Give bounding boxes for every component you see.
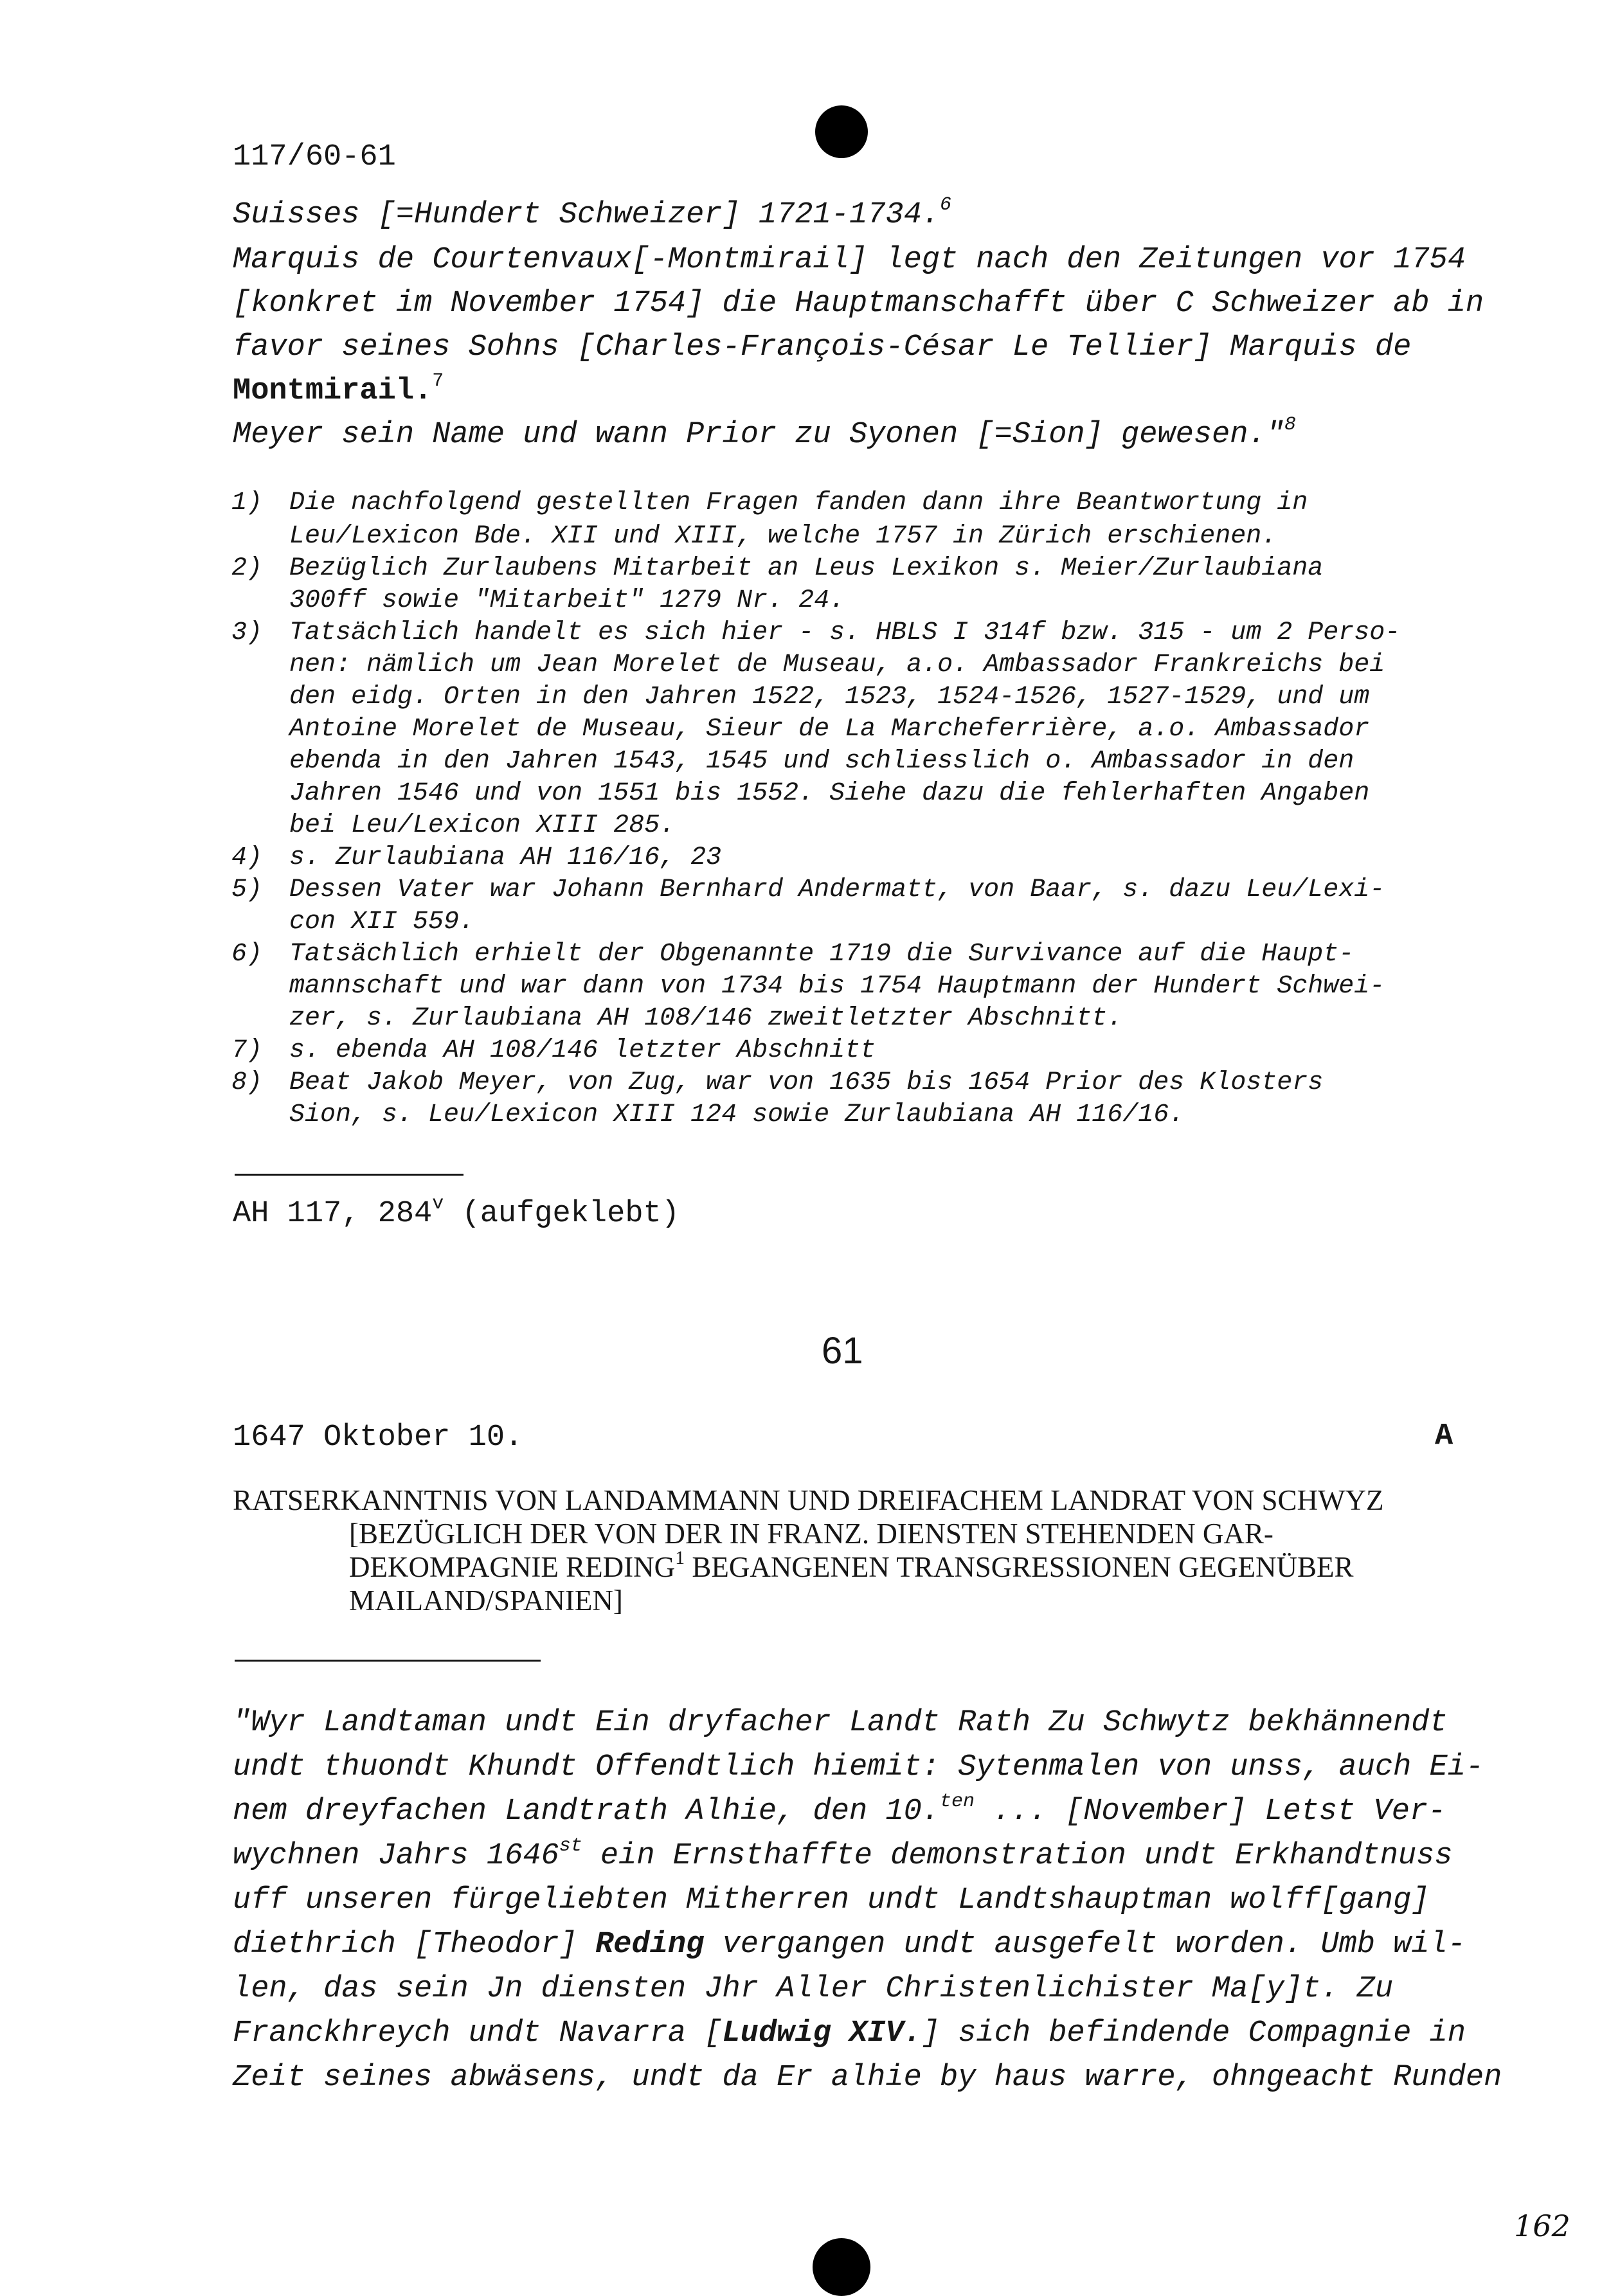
page-reference: 117/60-61: [233, 140, 396, 174]
footnote-3-line-6: Jahren 1546 und von 1551 bis 1552. Siehe dazu die fehlerhaften Angaben: [289, 779, 1370, 808]
footnote-ref-8: 8: [1284, 414, 1296, 436]
footnote-5-line-2: con XII 559.: [289, 908, 475, 937]
source-reference: AH 117, 284$^v$ (aufgeklebt): [233, 1193, 680, 1231]
footnote-8-line-2: Sion, s. Leu/Lexicon XIII 124 sowie Zurlaubiana AH 116/16.: [289, 1100, 1185, 1129]
footnote-6-line-2: mannschaft und war dann von 1734 bis 1754 Hauptmann der Hundert Schwei-: [289, 972, 1385, 1001]
body-line-2: undt thuondt Khundt Offendtlich hiemit: Sytenmalen von unss, auch Ei-: [233, 1750, 1484, 1784]
footnote-4-number: 4): [231, 843, 263, 872]
footnote-3-line-2: nen: nämlich um Jean Morelet de Museau, a.o. Ambassador Frankreichs bei: [289, 650, 1385, 679]
document-date: 1647 Oktober 10.: [233, 1421, 523, 1455]
body-line-6: diethrich [Theodor] Reding vergangen undt ausgefelt worden. Umb wil-: [233, 1928, 1466, 1962]
footnote-5-line-1: Dessen Vater war Johann Bernhard Andermatt, von Baar, s. dazu Leu/Lexi-: [289, 875, 1385, 904]
body-line-4: wychnen Jahrs 1646st ein Ernsthaffte demonstration undt Erkhandtnuss: [233, 1835, 1453, 1873]
body-line-3: nem dreyfachen Landtrath Alhie, den 10.$^{ten}$ ... [November] Letst Ver-: [233, 1791, 1446, 1829]
footnote-3-line-5: ebenda in den Jahren 1543, 1545 und schliesslich o. Ambassador in den: [289, 747, 1354, 776]
footnote-3-line-7: bei Leu/Lexicon XIII 285.: [289, 811, 676, 840]
top-text-line-2: Marquis de Courtenvaux[-Montmirail] legt nach den Zeitungen vor 1754: [233, 243, 1466, 277]
footnote-6-line-1: Tatsächlich erhielt der Obgenannte 1719 die Survivance auf die Haupt-: [289, 940, 1354, 969]
footnote-2-number: 2): [231, 554, 263, 583]
footnote-3-line-1: Tatsächlich handelt es sich hier - s. HBLS I 314f bzw. 315 - um 2 Perso-: [289, 618, 1401, 647]
top-text-line-5: Montmirail.$^7$: [233, 370, 444, 408]
top-text-line-3: [konkret im November 1754] die Hauptmanschafft über C Schweizer ab in: [233, 287, 1484, 321]
document-number: 61: [822, 1330, 863, 1372]
separator-rule-2: [235, 1660, 541, 1662]
footnote-1-number: 1): [231, 489, 263, 517]
title-line-4: MAILAND/SPANIEN]: [349, 1584, 623, 1617]
punch-hole-top: [815, 105, 868, 158]
footnote-8-number: 8): [231, 1068, 263, 1097]
top-text-line-1: Suisses [=Hundert Schweizer] 1721-1734.$^6$: [233, 194, 951, 232]
footnote-ref-7: 7: [432, 370, 444, 392]
footnote-3-line-3: den eidg. Orten in den Jahren 1522, 1523, 1524-1526, 1527-1529, und um: [289, 683, 1370, 712]
handwritten-page-number: 162: [1514, 2209, 1571, 2243]
footnote-7-line-1: s. ebenda AH 108/146 letzter Abschnitt: [289, 1036, 876, 1065]
footnote-1-line-2: Leu/Lexicon Bde. XII und XIII, welche 1757 in Zürich erschienen.: [289, 522, 1277, 551]
body-line-8: Franckhreych undt Navarra [Ludwig XIV.] sich befindende Compagnie in: [233, 2016, 1466, 2050]
separator-rule-1: [235, 1174, 464, 1176]
footnote-2-line-2: 300ff sowie "Mitarbeit" 1279 Nr. 24.: [289, 586, 845, 615]
footnote-8-line-1: Beat Jakob Meyer, von Zug, war von 1635 bis 1654 Prior des Klosters: [289, 1068, 1324, 1097]
title-line-2: [BEZÜGLICH DER VON DER IN FRANZ. DIENSTEN STEHENDEN GAR-: [349, 1518, 1274, 1550]
footnote-7-number: 7): [231, 1036, 263, 1065]
footnote-ref-6: 6: [939, 194, 951, 216]
punch-hole-bottom: [813, 2238, 870, 2296]
footnote-3-number: 3): [231, 618, 263, 647]
top-text-line-4: favor seines Sohns [Charles-François-César Le Tellier] Marquis de: [233, 330, 1412, 364]
document-type: A: [1435, 1419, 1454, 1453]
body-line-1: "Wyr Landtaman undt Ein dryfacher Landt Rath Zu Schwytz bekhännendt: [233, 1706, 1448, 1740]
body-line-7: len, das sein Jn diensten Jhr Aller Christenlichister Ma[y]t. Zu: [233, 1972, 1394, 2006]
top-text-line-6: Meyer sein Name und wann Prior zu Syonen [=Sion] gewesen."$^8$: [233, 414, 1296, 452]
title-line-3: DEKOMPAGNIE REDING$^1$ BEGANGENEN TRANSGRESSIONEN GEGENÜBER: [349, 1547, 1354, 1583]
footnote-4-line-1: s. Zurlaubiana AH 116/16, 23: [289, 843, 722, 872]
footnote-6-line-3: zer, s. Zurlaubiana AH 108/146 zweitletzter Abschnitt.: [289, 1004, 1123, 1033]
body-line-9: Zeit seines abwäsens, undt da Er alhie by haus warre, ohngeacht Runden: [233, 2061, 1502, 2095]
footnote-6-number: 6): [231, 940, 263, 969]
body-line-5: uff unseren fürgeliebten Mitherren undt Landtshauptman wolff[gang]: [233, 1883, 1430, 1917]
footnote-3-line-4: Antoine Morelet de Museau, Sieur de La Marcheferrière, a.o. Ambassador: [289, 715, 1370, 744]
footnote-5-number: 5): [231, 875, 263, 904]
title-footnote-ref-1: 1: [675, 1547, 685, 1568]
title-line-1: RATSERKANNTNIS VON LANDAMMANN UND DREIFACHEM LANDRAT VON SCHWYZ: [233, 1484, 1384, 1516]
footnote-1-line-1: Die nachfolgend gestellten Fragen fanden dann ihre Beantwortung in: [289, 489, 1308, 517]
footnote-2-line-1: Bezüglich Zurlaubens Mitarbeit an Leus Lexikon s. Meier/Zurlaubiana: [289, 554, 1324, 583]
